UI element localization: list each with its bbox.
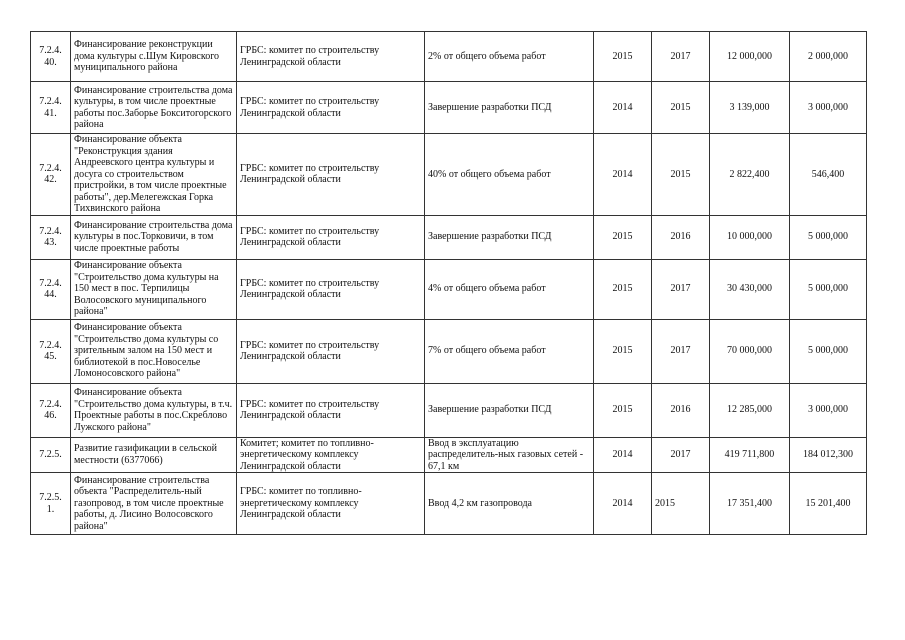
measure-description-cell: Финансирование объекта "Реконструкция здания Андреевского центра культуры и досуга со строительством пристройки, в том числе проектные работы", дер.Мелегежская Горка Тихвинского района: [71, 134, 237, 216]
end-year-cell: 2016: [652, 383, 710, 437]
start-year-cell: 2015: [594, 319, 652, 383]
total-cost-cell: 17 351,400: [710, 473, 790, 535]
end-year-cell: 2015: [652, 473, 710, 535]
total-cost-cell: 2 822,400: [710, 134, 790, 216]
executor-cell: ГРБС: комитет по строительству Ленинградской области: [237, 319, 425, 383]
table-row: [31, 32, 867, 82]
funding-amount-cell: 3 000,000: [790, 82, 867, 134]
end-year-cell: 2015: [652, 82, 710, 134]
executor-cell: ГРБС: комитет по строительству Ленинградской области: [237, 215, 425, 259]
start-year-cell: 2014: [594, 82, 652, 134]
funding-amount-cell: 5 000,000: [790, 319, 867, 383]
row-number-cell: 7.2.4. 43.: [31, 215, 71, 259]
measure-description-cell: Финансирование строительства дома культуры в пос.Торковичи, в том числе проектные работы: [71, 215, 237, 259]
table-row: [31, 215, 867, 259]
table-row: [31, 319, 867, 383]
start-year-cell: 2015: [594, 383, 652, 437]
executor-cell: ГРБС: комитет по строительству Ленинградской области: [237, 32, 425, 82]
total-cost-cell: 3 139,000: [710, 82, 790, 134]
measure-description-cell: Финансирование реконструкции дома культуры с.Шум Кировского муниципального района: [71, 32, 237, 82]
total-cost-cell: 10 000,000: [710, 215, 790, 259]
start-year-cell: 2015: [594, 215, 652, 259]
funding-amount-cell: 184 012,300: [790, 437, 867, 473]
funding-amount-cell: 5 000,000: [790, 259, 867, 319]
executor-cell: ГРБС: комитет по строительству Ленинградской области: [237, 259, 425, 319]
funding-amount-cell: 546,400: [790, 134, 867, 216]
end-year-cell: 2016: [652, 215, 710, 259]
total-cost-cell: 12 285,000: [710, 383, 790, 437]
row-number-cell: 7.2.4. 44.: [31, 259, 71, 319]
expected-result-cell: 7% от общего объема работ: [425, 319, 594, 383]
funding-amount-cell: 15 201,400: [790, 473, 867, 535]
table-row: [31, 259, 867, 319]
measure-description-cell: Финансирование объекта "Строительство дома культуры, в т.ч. Проектные работы в пос.Скреблово Лужского района": [71, 383, 237, 437]
expected-result-cell: Ввод в эксплуатацию распределитель-ных газовых сетей - 67,1 км: [425, 437, 594, 473]
funding-amount-cell: 2 000,000: [790, 32, 867, 82]
row-number-cell: 7.2.4. 46.: [31, 383, 71, 437]
table-row: [31, 82, 867, 134]
row-number-cell: 7.2.5.: [31, 437, 71, 473]
total-cost-cell: 70 000,000: [710, 319, 790, 383]
expected-result-cell: Завершение разработки ПСД: [425, 82, 594, 134]
expected-result-cell: Завершение разработки ПСД: [425, 383, 594, 437]
row-number-cell: 7.2.4. 41.: [31, 82, 71, 134]
measure-description-cell: Финансирование строительства объекта "Распределитель-ный газопровод, в том числе проектные работы, д. Лисино Волосовского района": [71, 473, 237, 535]
total-cost-cell: 419 711,800: [710, 437, 790, 473]
end-year-cell: 2017: [652, 437, 710, 473]
total-cost-cell: 30 430,000: [710, 259, 790, 319]
table-body: [31, 32, 867, 535]
table-row: [31, 473, 867, 535]
funding-amount-cell: 5 000,000: [790, 215, 867, 259]
row-number-cell: 7.2.4. 42.: [31, 134, 71, 216]
expected-result-cell: Завершение разработки ПСД: [425, 215, 594, 259]
end-year-cell: 2017: [652, 319, 710, 383]
end-year-cell: 2015: [652, 134, 710, 216]
start-year-cell: 2014: [594, 437, 652, 473]
measure-description-cell: Финансирование объекта "Строительство дома культуры на 150 мест в пос. Терпилицы Волосовского муниципального района": [71, 259, 237, 319]
executor-cell: Комитет; комитет по топливно-энергетическому комплексу Ленинградской области: [237, 437, 425, 473]
expected-result-cell: 40% от общего объема работ: [425, 134, 594, 216]
expected-result-cell: Ввод 4,2 км газопровода: [425, 473, 594, 535]
end-year-cell: 2017: [652, 32, 710, 82]
measure-description-cell: Финансирование объекта "Строительство дома культуры со зрительным залом на 150 мест и библиотекой в пос.Новоселье Ломоносовского района": [71, 319, 237, 383]
end-year-cell: 2017: [652, 259, 710, 319]
measure-description-cell: Финансирование строительства дома культуры, в том числе проектные работы пос.Заборье Бокситогорского района: [71, 82, 237, 134]
row-number-cell: 7.2.4. 40.: [31, 32, 71, 82]
table-row: [31, 383, 867, 437]
executor-cell: ГРБС: комитет по строительству Ленинградской области: [237, 134, 425, 216]
executor-cell: ГРБС: комитет по топливно-энергетическому комплексу Ленинградской области: [237, 473, 425, 535]
start-year-cell: 2014: [594, 134, 652, 216]
funding-amount-cell: 3 000,000: [790, 383, 867, 437]
start-year-cell: 2015: [594, 259, 652, 319]
row-number-cell: 7.2.4. 45.: [31, 319, 71, 383]
expected-result-cell: 2% от общего объема работ: [425, 32, 594, 82]
table-row: [31, 437, 867, 473]
start-year-cell: 2014: [594, 473, 652, 535]
executor-cell: ГРБС: комитет по строительству Ленинградской области: [237, 82, 425, 134]
start-year-cell: 2015: [594, 32, 652, 82]
row-number-cell: 7.2.5. 1.: [31, 473, 71, 535]
program-table: [30, 31, 867, 535]
total-cost-cell: 12 000,000: [710, 32, 790, 82]
expected-result-cell: 4% от общего объема работ: [425, 259, 594, 319]
measure-description-cell: Развитие газификации в сельской местности (6377066): [71, 437, 237, 473]
executor-cell: ГРБС: комитет по строительству Ленинградской области: [237, 383, 425, 437]
table-row: [31, 134, 867, 216]
